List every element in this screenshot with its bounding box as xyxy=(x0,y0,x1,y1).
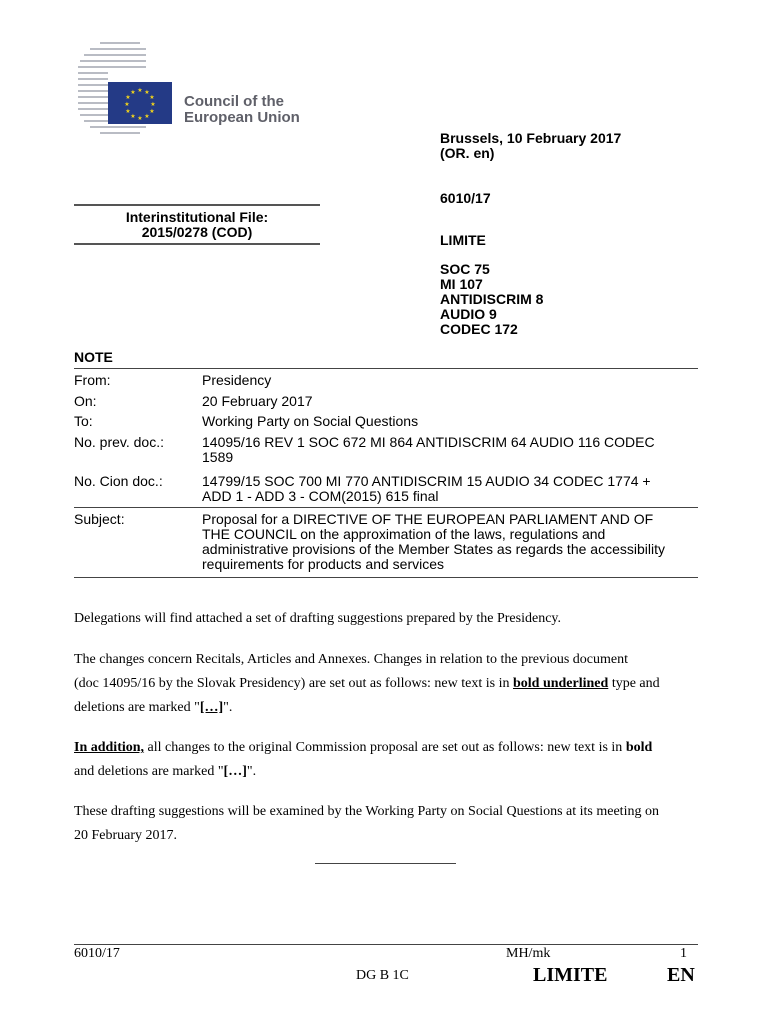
interinstitutional-label: Interinstitutional File: xyxy=(125,209,269,225)
footer-page-number: 1 xyxy=(680,946,687,961)
to-value: Working Party on Social Questions xyxy=(202,413,419,429)
svg-text:★: ★ xyxy=(130,89,136,96)
eu-flag-icon xyxy=(108,82,172,124)
classification-marker: LIMITE xyxy=(440,232,486,248)
text-run: deletions are marked " xyxy=(74,700,200,715)
footer-classification: LIMITE xyxy=(533,964,608,986)
footer-language: EN xyxy=(667,964,695,986)
prev-doc-label: No. prev. doc.: xyxy=(74,434,165,450)
footer-rule xyxy=(74,944,698,945)
bold-underlined-text: bold underlined xyxy=(512,676,609,691)
in-addition-text: In addition, xyxy=(74,740,145,755)
subject-line: Proposal for a DIRECTIVE OF THE EUROPEAN PARLIAMENT AND OF xyxy=(202,511,654,527)
subject-codes xyxy=(440,262,543,337)
cion-doc-line: ADD 1 - ADD 3 - COM(2015) 615 final xyxy=(202,488,439,504)
subject-code: SOC 75 xyxy=(440,261,490,277)
text-run: ". xyxy=(246,764,257,779)
svg-text:★: ★ xyxy=(125,108,131,115)
svg-text:★: ★ xyxy=(130,113,136,120)
cion-doc-value xyxy=(202,474,692,504)
org-name-line2: European Union xyxy=(184,109,300,126)
svg-text:★: ★ xyxy=(149,94,155,101)
paragraph-1: Delegations will find attached a set of drafting suggestions prepared by the Presidency. xyxy=(74,611,562,626)
svg-text:★: ★ xyxy=(137,87,143,94)
interinstitutional-file xyxy=(74,210,320,240)
svg-text:★: ★ xyxy=(150,101,156,108)
svg-text:★: ★ xyxy=(124,101,130,108)
on-label: On: xyxy=(74,393,97,409)
subject-line: administrative provisions of the Member States as regards the accessibility xyxy=(202,541,665,557)
note-bottom-rule xyxy=(74,577,698,578)
original-language: (OR. en) xyxy=(440,145,495,161)
cion-doc-line: 14799/15 SOC 700 MI 770 ANTIDISCRIM 15 AUDIO 34 CODEC 1774 + xyxy=(202,473,651,489)
subject-code: CODEC 172 xyxy=(440,321,518,337)
org-name-line1: Council of the xyxy=(184,93,284,110)
deletion-marker: […] xyxy=(199,700,224,715)
paragraph-2-line xyxy=(74,696,699,720)
paragraph-3 xyxy=(74,736,699,784)
note-title: NOTE xyxy=(74,349,113,365)
text-run: and deletions are marked " xyxy=(74,764,224,779)
paragraph-2 xyxy=(74,648,699,720)
organisation-name xyxy=(184,94,300,126)
text-run: type and xyxy=(608,676,660,691)
to-label: To: xyxy=(74,413,93,429)
place-date: Brussels, 10 February 2017 xyxy=(440,130,622,146)
subject-code: MI 107 xyxy=(440,276,483,292)
from-value: Presidency xyxy=(202,372,272,388)
prev-doc-line: 1589 xyxy=(202,449,234,465)
paragraph-2-line: The changes concern Recitals, Articles and Annexes. Changes in relation to the previous document xyxy=(74,652,629,667)
footer-directorate: DG B 1C xyxy=(356,968,409,983)
svg-text:★: ★ xyxy=(144,113,150,120)
deletion-marker: […] xyxy=(223,764,247,779)
text-run: ". xyxy=(223,700,233,715)
subject-line: requirements for products and services xyxy=(202,556,444,572)
paragraph-3-line xyxy=(74,760,699,784)
text-run: all changes to the original Commission proposal are set out as follows: new text is in xyxy=(144,740,626,755)
interinstitutional-top-rule xyxy=(74,204,320,206)
subject-top-rule xyxy=(74,507,698,508)
subject-code: AUDIO 9 xyxy=(440,306,497,322)
subject-value xyxy=(202,512,692,572)
paragraph-4-line: These drafting suggestions will be examined by the Working Party on Social Questions at its meeting on xyxy=(74,804,659,819)
interinstitutional-value: 2015/0278 (COD) xyxy=(141,224,253,240)
subject-line: THE COUNCIL on the approximation of the laws, regulations and xyxy=(202,526,606,542)
svg-text:★: ★ xyxy=(144,89,150,96)
prev-doc-value xyxy=(202,435,692,465)
bold-text: bold xyxy=(625,740,653,755)
subject-code: ANTIDISCRIM 8 xyxy=(440,291,544,307)
paragraph-4 xyxy=(74,800,699,848)
from-label: From: xyxy=(74,372,111,388)
footer-doc-number: 6010/17 xyxy=(74,946,120,961)
interinstitutional-bottom-rule xyxy=(74,243,320,245)
note-top-rule xyxy=(74,368,698,369)
text-run: (doc 14095/16 by the Slovak Presidency) are set out as follows: new text is in xyxy=(74,676,513,691)
on-value: 20 February 2017 xyxy=(202,393,313,409)
document-number: 6010/17 xyxy=(440,190,491,206)
svg-text:★: ★ xyxy=(125,94,131,101)
svg-text:★: ★ xyxy=(137,115,143,122)
cion-doc-label: No. Cion doc.: xyxy=(74,473,163,489)
paragraph-4-line: 20 February 2017. xyxy=(74,828,178,843)
end-separator xyxy=(315,863,456,864)
paragraph-2-line xyxy=(74,672,699,696)
subject-label: Subject: xyxy=(74,511,125,527)
footer-initials: MH/mk xyxy=(506,946,551,961)
prev-doc-line: 14095/16 REV 1 SOC 672 MI 864 ANTIDISCRIM 64 AUDIO 116 CODEC xyxy=(202,434,655,450)
paragraph-3-line xyxy=(74,736,699,760)
svg-text:★: ★ xyxy=(149,108,155,115)
